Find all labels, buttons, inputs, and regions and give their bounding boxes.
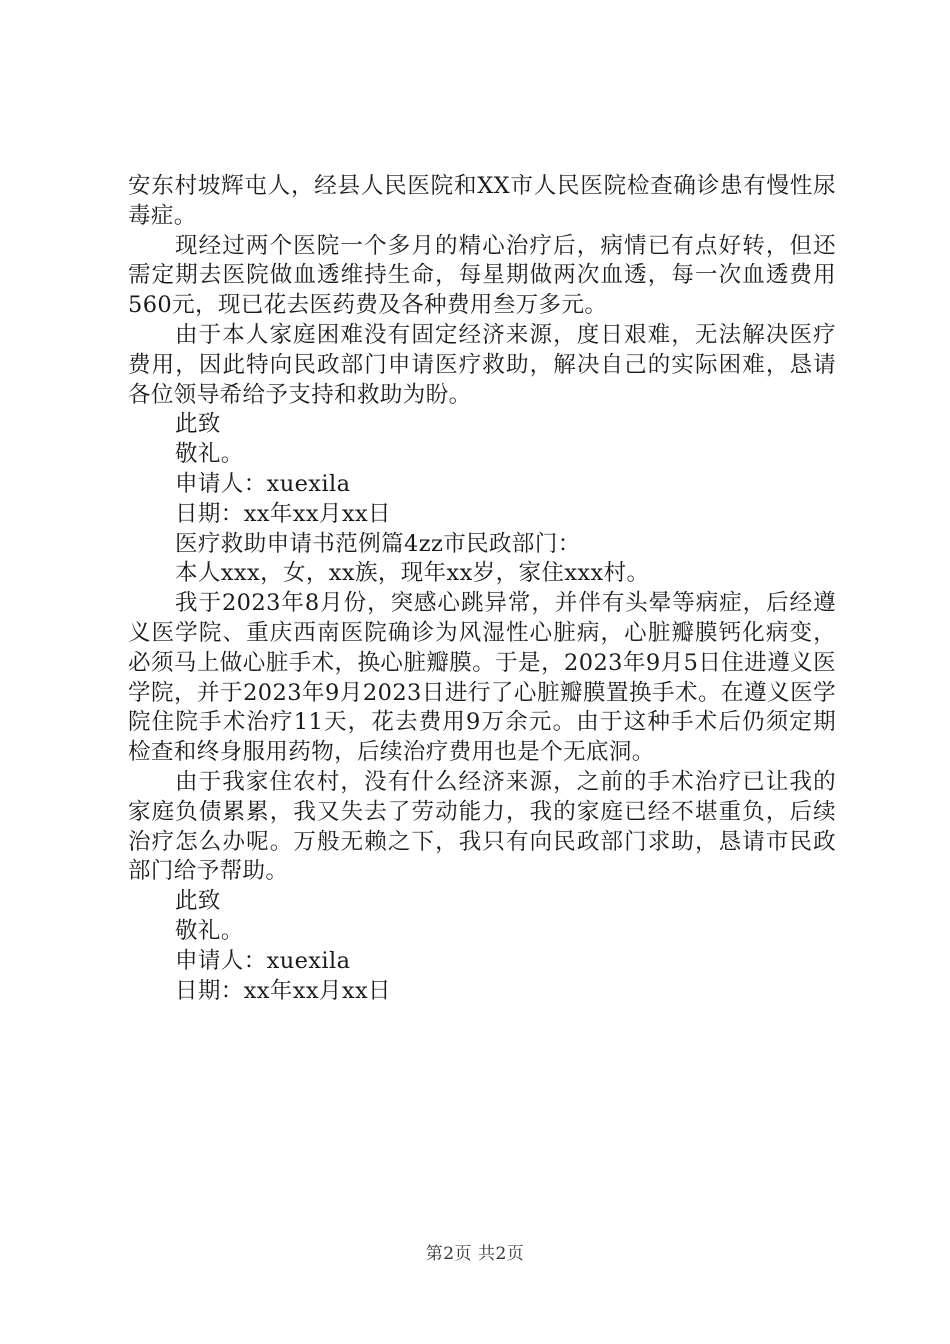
salutation-jingli-2: 敬礼。 (175, 917, 244, 944)
paragraph-hardship: 由于我家住农村，没有什么经济来源，之前的手术治疗已让我的家庭负债累累，我又失去了劳动能力，我的家庭已经不堪重负，后续治疗怎么办呢。万般无赖之下，我只有向民政部门求助，恳请市民政部门给予帮助。 (128, 768, 836, 885)
applicant-line: 申请人：xuexila (175, 470, 351, 497)
paragraph-illness: 我于2023年8月份，突感心跳异常，并伴有头晕等病症，后经遵义医学院、重庆西南医院确诊为风湿性心脏病，心脏瓣膜钙化病变，必须马上做心脏手术，换心脏瓣膜。于是，2023年9月5日住进遵义医学院，并于2023年9月2023日进行了心脏瓣膜置换手术。在遵义医学院住院手术治疗11天，花去费用9万余元。由于这种手术后仍须定期检查和终身服用药物，后续治疗费用也是个无底洞。 (128, 590, 836, 766)
date-line-2: 日期：xx年xx月xx日 (175, 977, 391, 1004)
salutation-cizhi: 此致 (175, 411, 221, 438)
applicant-line-2: 申请人：xuexila (175, 947, 351, 974)
paragraph-diagnosis: 安东村坡辉屯人，经县人民医院和XX市人民医院检查确诊患有慢性尿毒症。 (128, 173, 836, 229)
page-number-footer: 第2页 共2页 (425, 1244, 525, 1264)
paragraph-request: 由于本人家庭困难没有固定经济来源，度日艰难，无法解决医疗费用，因此特向民政部门申请医疗救助，解决自己的实际困难，恳请各位领导希给予支持和救助为盼。 (128, 321, 836, 408)
date-line: 日期：xx年xx月xx日 (175, 500, 391, 527)
document-body (128, 172, 836, 1006)
salutation-jingli: 敬礼。 (175, 441, 244, 468)
example-heading: 医疗救助申请书范例篇4zz市民政部门： (175, 530, 581, 557)
salutation-cizhi-2: 此致 (175, 888, 221, 915)
paragraph-self-intro: 本人xxx，女，xx族，现年xx岁，家住xxx村。 (175, 560, 650, 587)
paragraph-treatment: 现经过两个医院一个多月的精心治疗后，病情已有点好转，但还需定期去医院做血透维持生命，每星期做两次血透，每一次血透费用560元，现已花去医药费及各种费用叁万多元。 (128, 232, 836, 319)
